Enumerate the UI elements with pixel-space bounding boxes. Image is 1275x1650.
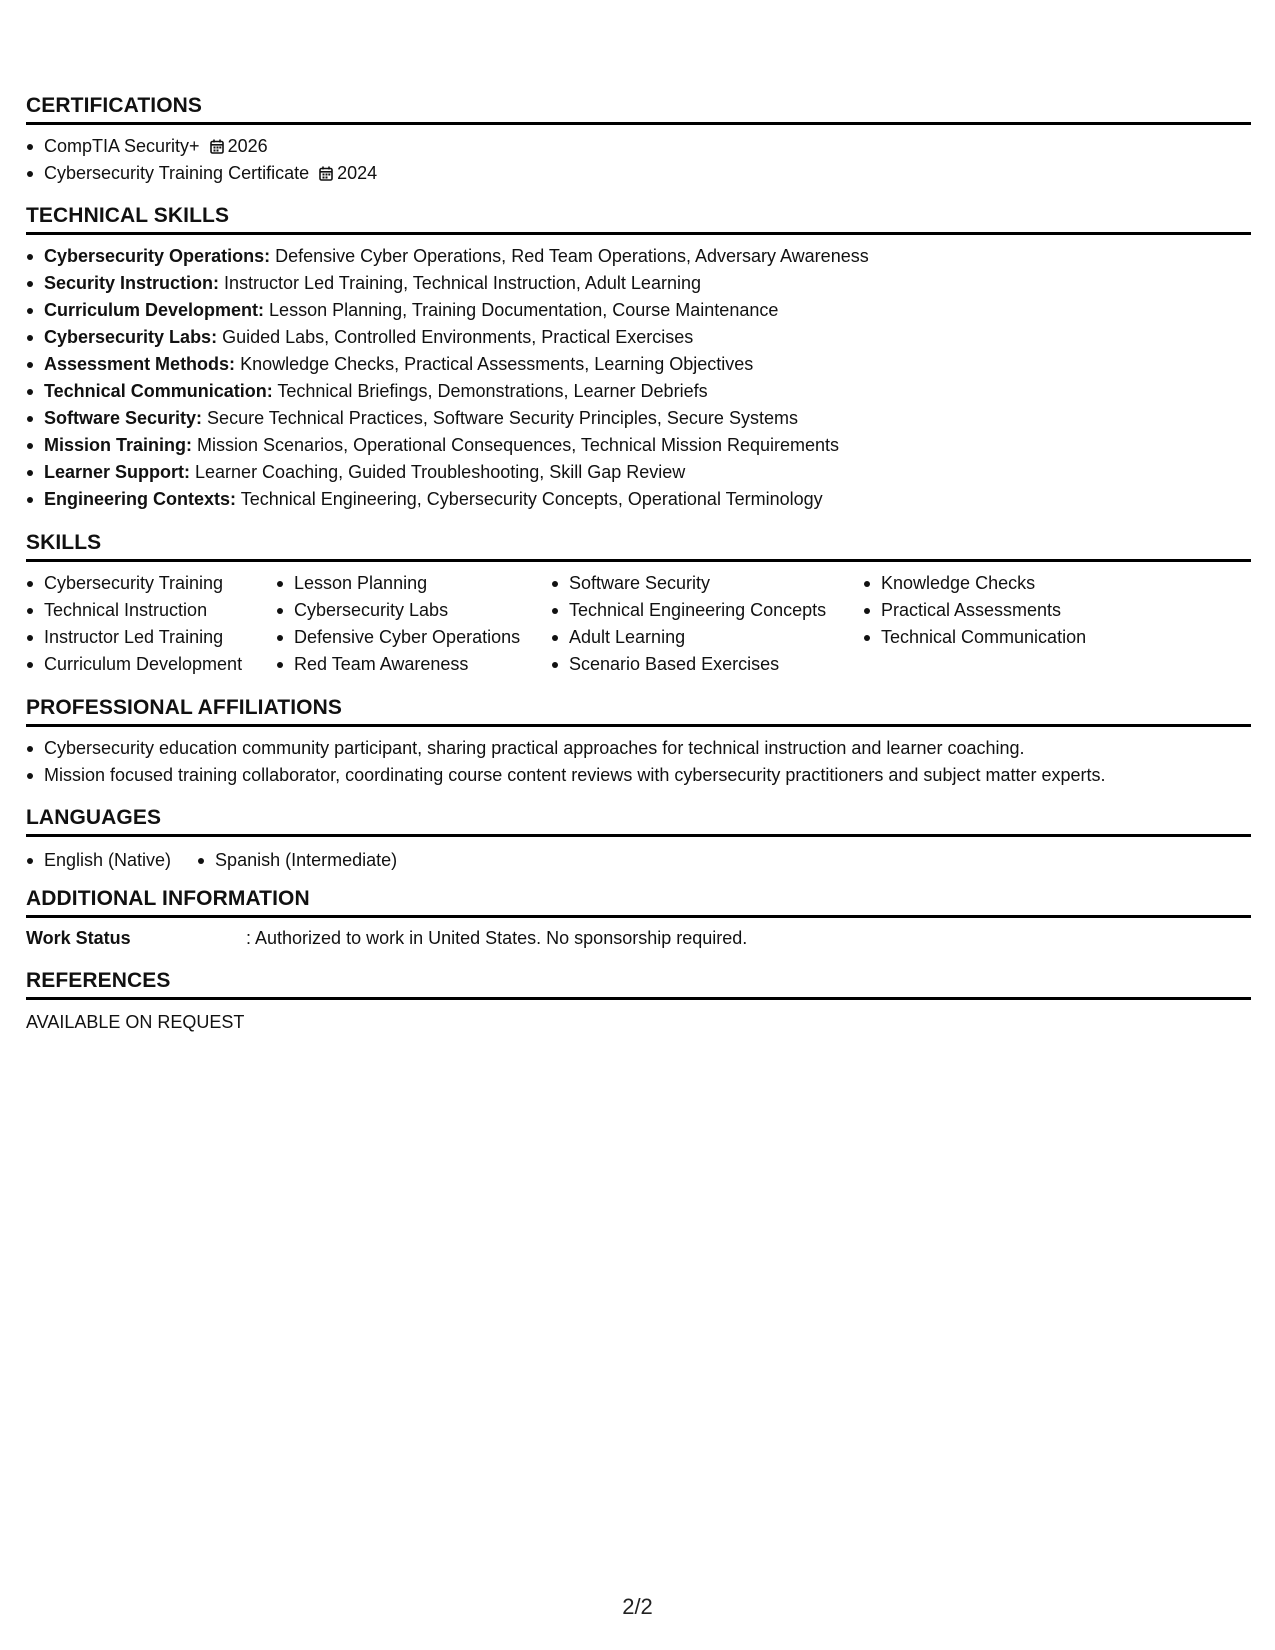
technical-skill-item	[26, 432, 1251, 459]
references-title: REFERENCES	[26, 968, 1251, 1000]
affiliation-item: Mission focused training collaborator, coordinating course content reviews with cybersecurity practitioners and subject matter experts.	[26, 762, 1251, 789]
technical-skill-label: Cybersecurity Operations:	[44, 246, 271, 266]
skill-item: Cybersecurity Labs	[276, 597, 551, 624]
skills-section	[26, 530, 1251, 678]
technical-skill-text: Technical Briefings, Demonstrations, Learner Debriefs	[272, 381, 708, 401]
technical-skill-text: Lesson Planning, Training Documentation, Course Maintenance	[264, 300, 779, 320]
work-status-label: Work Status	[26, 928, 131, 948]
skills-column	[551, 570, 863, 678]
technical-skill-label: Software Security:	[44, 408, 203, 428]
skill-item: Instructor Led Training	[26, 624, 276, 651]
skill-item: Technical Engineering Concepts	[551, 597, 863, 624]
skill-item: Adult Learning	[551, 624, 863, 651]
skill-item: Technical Instruction	[26, 597, 276, 624]
technical-skills-list	[26, 243, 1251, 513]
technical-skill-text: Mission Scenarios, Operational Consequences, Technical Mission Requirements	[192, 435, 840, 455]
skill-item: Technical Communication	[863, 624, 1123, 651]
affiliations-section	[26, 695, 1251, 789]
technical-skills-section	[26, 203, 1251, 513]
technical-skill-text: Instructor Led Training, Technical Instruction, Adult Learning	[219, 273, 701, 293]
certifications-list	[26, 133, 1251, 187]
languages-section	[26, 805, 1251, 874]
technical-skill-label: Assessment Methods:	[44, 354, 236, 374]
languages-list	[26, 847, 1251, 874]
skill-item: Lesson Planning	[276, 570, 551, 597]
skills-column	[26, 570, 276, 678]
technical-skill-text: Guided Labs, Controlled Environments, Practical Exercises	[217, 327, 694, 347]
skill-item: Software Security	[551, 570, 863, 597]
calendar-icon	[210, 139, 224, 154]
technical-skill-item	[26, 486, 1251, 513]
technical-skill-text: Knowledge Checks, Practical Assessments, Learning Objectives	[235, 354, 754, 374]
skill-item: Scenario Based Exercises	[551, 651, 863, 678]
work-status-row	[26, 926, 1251, 950]
technical-skill-label: Cybersecurity Labs:	[44, 327, 218, 347]
technical-skill-label: Security Instruction:	[44, 273, 220, 293]
skill-item: Practical Assessments	[863, 597, 1123, 624]
technical-skill-label: Mission Training:	[44, 435, 193, 455]
certification-item	[26, 133, 1251, 160]
technical-skill-label: Engineering Contexts:	[44, 489, 237, 509]
technical-skill-item	[26, 297, 1251, 324]
affiliations-list	[26, 735, 1251, 789]
technical-skill-item	[26, 270, 1251, 297]
technical-skills-title: TECHNICAL SKILLS	[26, 203, 1251, 235]
technical-skill-item	[26, 324, 1251, 351]
technical-skill-item	[26, 405, 1251, 432]
skill-item: Curriculum Development	[26, 651, 276, 678]
references-section	[26, 968, 1251, 1034]
languages-title: LANGUAGES	[26, 805, 1251, 837]
technical-skill-item	[26, 459, 1251, 486]
technical-skill-text: Secure Technical Practices, Software Security Principles, Secure Systems	[202, 408, 798, 428]
language-item: Spanish (Intermediate)	[197, 847, 397, 874]
skills-title: SKILLS	[26, 530, 1251, 562]
technical-skill-label: Technical Communication:	[44, 381, 273, 401]
technical-skill-item	[26, 243, 1251, 270]
technical-skill-item	[26, 351, 1251, 378]
skill-item: Red Team Awareness	[276, 651, 551, 678]
affiliation-item: Cybersecurity education community participant, sharing practical approaches for technical instruction and learner coaching.	[26, 735, 1251, 762]
additional-information-section	[26, 886, 1251, 950]
skills-columns	[26, 570, 1251, 678]
calendar-icon	[319, 166, 333, 181]
technical-skill-item	[26, 378, 1251, 405]
certification-name: CompTIA Security+	[44, 136, 200, 156]
skill-item: Defensive Cyber Operations	[276, 624, 551, 651]
skills-column	[276, 570, 551, 678]
certification-item	[26, 160, 1251, 187]
skills-column	[863, 570, 1123, 678]
certification-year: 2026	[227, 136, 268, 156]
technical-skill-label: Curriculum Development:	[44, 300, 265, 320]
technical-skill-text: Learner Coaching, Guided Troubleshooting, Skill Gap Review	[190, 462, 686, 482]
affiliations-title: PROFESSIONAL AFFILIATIONS	[26, 695, 1251, 727]
technical-skill-label: Learner Support:	[44, 462, 191, 482]
certification-year: 2024	[337, 163, 378, 183]
work-status-value: : Authorized to work in United States. No sponsorship required.	[246, 928, 748, 948]
certifications-title: CERTIFICATIONS	[26, 93, 1251, 125]
certification-name: Cybersecurity Training Certificate	[44, 163, 310, 183]
certifications-section	[26, 93, 1251, 187]
additional-information-title: ADDITIONAL INFORMATION	[26, 886, 1251, 918]
references-text: AVAILABLE ON REQUEST	[26, 1012, 245, 1032]
language-item: English (Native)	[26, 847, 171, 874]
technical-skill-text: Technical Engineering, Cybersecurity Concepts, Operational Terminology	[236, 489, 823, 509]
skill-item: Knowledge Checks	[863, 570, 1123, 597]
technical-skill-text: Defensive Cyber Operations, Red Team Operations, Adversary Awareness	[270, 246, 869, 266]
page-number: 2/2	[622, 1594, 653, 1619]
skill-item: Cybersecurity Training	[26, 570, 276, 597]
